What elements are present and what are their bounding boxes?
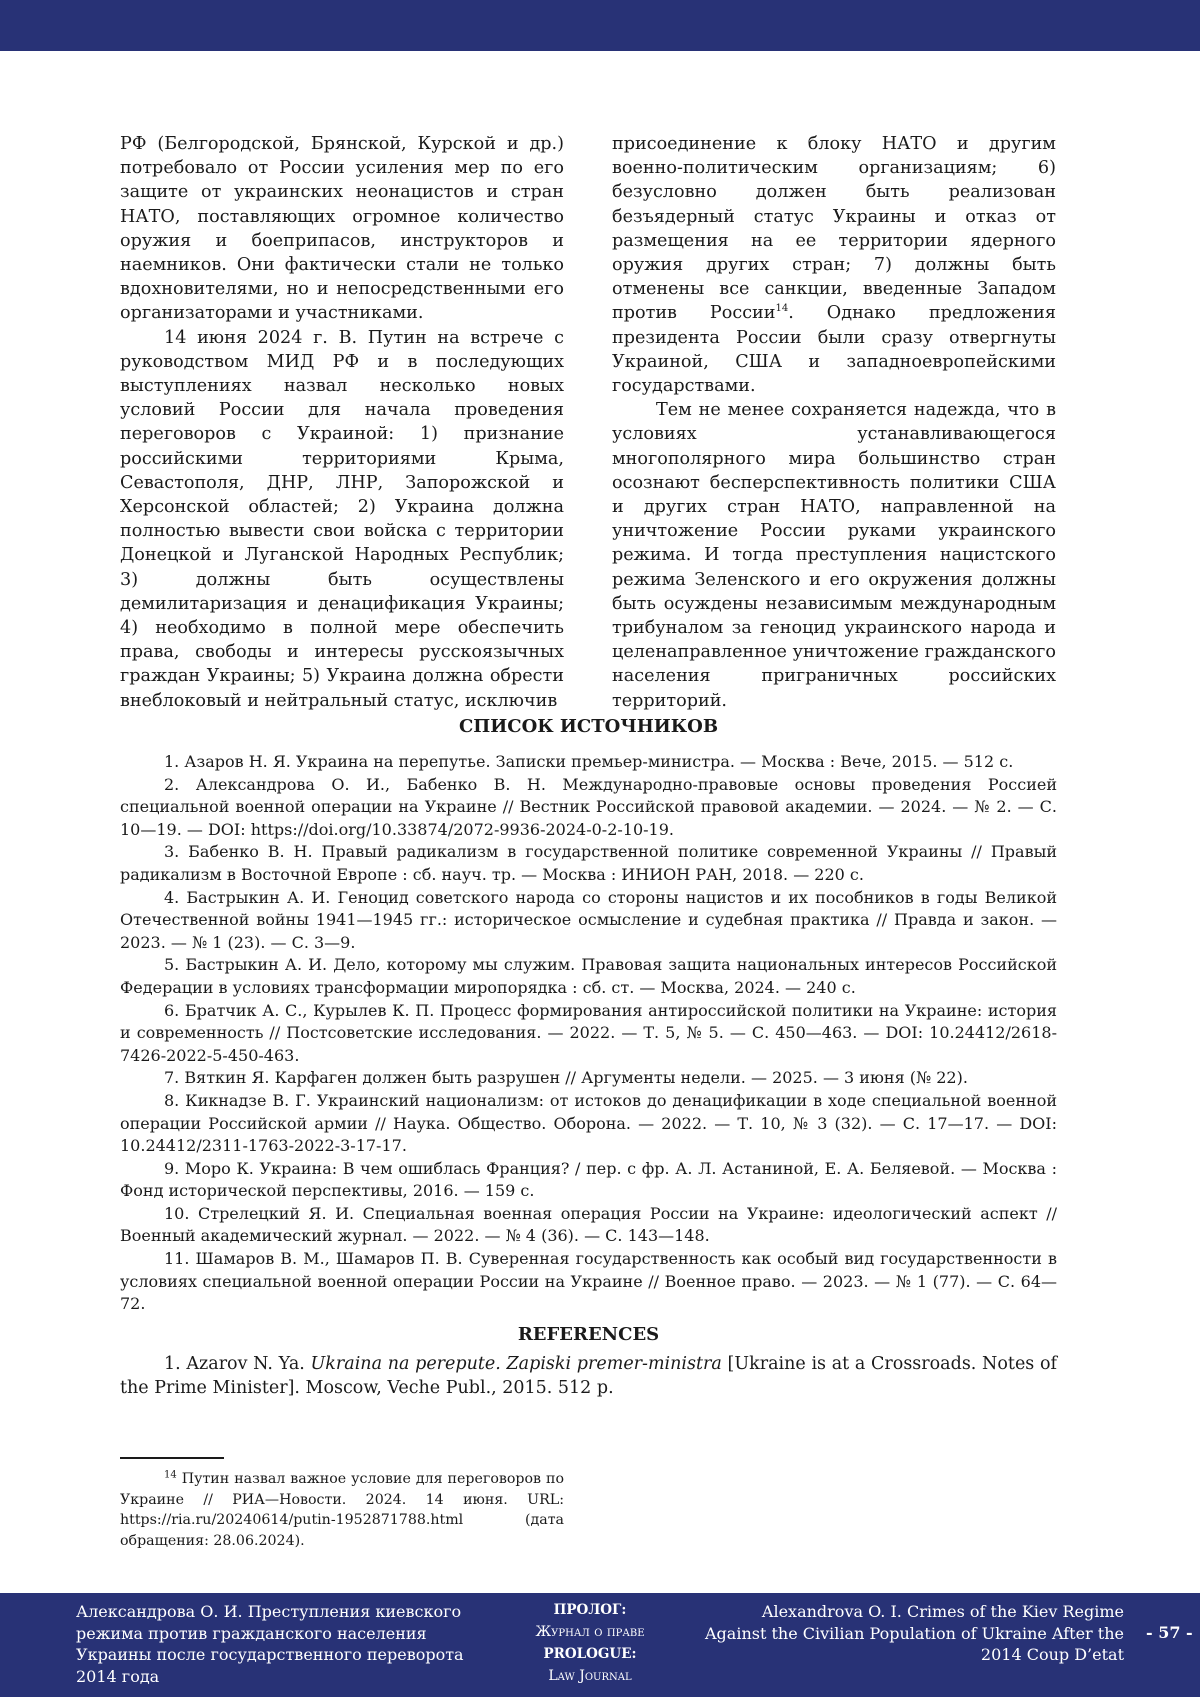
footnote-text: Путин назвал важное условие для переговоров по Украине // РИА—Новости. 2024. 14 июня. URL: https://ria.ru/20240614/putin-1952871788.html (дата обращения: 28.06.2024). — [120, 1471, 564, 1549]
footnote — [120, 1469, 564, 1551]
body-paragraph: РФ (Белгородской, Брянской, Курской и др.) потребовало от России усиления мер по его защите от украинских неонацистов и стран НАТО, поставляющих огромное количество оружия и боеприпасов, инструкторов и наемников. Они фактически стали не только вдохновителями, но и непосредственными его организаторами и участниками. — [120, 134, 564, 324]
footnote-number: 14 — [164, 1469, 177, 1481]
body-paragraph — [612, 132, 1056, 398]
source-item: 8. Кикнадзе В. Г. Украинский национализм: от истоков до денацификации в ходе специальной военной операции Российской армии // Наука. Общество. Оборона. — 2022. — Т. 10, № 3 (32). — С. 17—17. — DOI: 10.24412/2311-1763-2022-3-17-17. — [120, 1090, 1057, 1156]
reference-text: 1. Azarov N. Ya. — [164, 1354, 311, 1374]
body-column-right — [612, 132, 1056, 713]
reference-title: Ukraina na perepute. Zapiski premer-ministra — [310, 1354, 722, 1374]
page-number: - 57 - — [1146, 1623, 1193, 1642]
footer-band — [0, 1593, 1200, 1697]
reference-item — [120, 1353, 1057, 1400]
sources-heading: СПИСОК ИСТОЧНИКОВ — [458, 716, 719, 737]
reference-text: [Ukraine is at a Crossroads. Notes of the Prime Minister]. Moscow, Veche Publ., 2015. 512 p. — [120, 1354, 1057, 1398]
source-item: 3. Бабенко В. Н. Правый радикализм в государственной политике современной Украины // Правый радикализм в Восточной Европе : сб. науч. тр. — Москва : ИНИОН РАН, 2018. — 220 с. — [120, 842, 1057, 884]
body-text: . Однако предложения президента России были сразу отвергнуты Украиной, США и западноевропейскими государствами. — [612, 303, 1056, 397]
body-column-left — [120, 132, 564, 713]
source-item: 5. Бастрыкин А. И. Дело, которому мы служим. Правовая защита национальных интересов Российской Федерации в условиях трансформации миропорядка : сб. ст. — Москва, 2024. — 240 с. — [120, 955, 1057, 997]
source-item: 6. Братчик А. С., Курылев К. П. Процесс формирования антироссийской политики на Украине: история и современность // Постсоветские исследования. — 2022. — Т. 5, № 5. — С. 450—463. — DOI: 10.24412/2618-7426-2022-5-450-463. — [120, 1000, 1057, 1065]
source-item: 11. Шамаров В. М., Шамаров П. В. Суверенная государственность как особый вид государственности в условиях специальной военной операции России на Украине // Военное право. — 2023. — № 1 (77). — С. 64—72. — [120, 1249, 1057, 1314]
journal-title-en: PROLOGUE: — [543, 1646, 637, 1662]
source-item: 4. Бастрыкин А. И. Геноцид советского народа со стороны нацистов и их пособников в годы Великой Отечественной войны 1941—1945 гг.: историческое осмысление и судебная практика // Правда и закон. — 2023. — № 1 (23). — С. 3—9. — [120, 887, 1057, 952]
references-list — [120, 1353, 1057, 1400]
references-heading: REFERENCES — [517, 1324, 660, 1345]
source-item: 2. Александрова О. И., Бабенко В. Н. Международно-правовые основы проведения Россией специальной военной операции на Украине // Вестник Российской правовой академии. — 2024. — № 2. — С. 10—19. — DOI: https://doi.org/10.33874/2072-9936-2024-0-2-10-19. — [120, 774, 1057, 839]
footnote-divider — [120, 1457, 224, 1459]
journal-subtitle-ru: Журнал о праве — [535, 1624, 645, 1640]
body-text: присоединение к блоку НАТО и другим военно-политическим организациям; 6) безусловно должен быть реализован безъядерный статус Украины и отказ от размещения на ее территории ядерного оружия других стран; 7) должны быть отменены все санкции, введенные Западом против России — [612, 134, 1056, 324]
source-item: 10. Стрелецкий Я. И. Специальная военная операция России на Украине: идеологический аспект // Военный академический журнал. — 2022. — № 4 (36). — С. 143—148. — [120, 1203, 1057, 1246]
header-band — [0, 0, 1200, 51]
sources-list — [120, 751, 1057, 1316]
source-item: 7. Вяткин Я. Карфаген должен быть разрушен // Аргументы недели. — 2025. — 3 июня (№ 22). — [164, 1068, 968, 1088]
footnote-marker[interactable]: 14 — [775, 303, 789, 315]
source-item: 1. Азаров Н. Я. Украина на перепутье. Записки премьер-министра. — Москва : Вече, 2015. — 512 с. — [164, 752, 1014, 771]
body-paragraph: 14 июня 2024 г. В. Путин на встрече с руководством МИД РФ и в последующих выступлениях назвал несколько новых условий России для начала проведения переговоров с Украиной: 1) признание российскими территориями Крыма, Севастополя, ДНР, ЛНР, Запорожской и Херсонской областей; 2) Украина должна полностью вывести свои войска с территории Донецкой и Луганской Народных Республик; 3) должны быть осуществлены демилитаризация и денацификация Украины; 4) необходимо в полной мере обеспечить права, свободы и интересы русскоязычных граждан Украины; 5) Украина должна обрести внеблоковый и нейтральный статус, исключив — [120, 327, 564, 711]
footer-citation-ru: Александрова О. И. Преступления киевского режима против гражданского населения Украины после государственного переворота 2014 года — [76, 1602, 464, 1686]
body-paragraph: Тем не менее сохраняется надежда, что в условиях устанавливающегося многополярного мира большинство стран осознают бесперспективность политики США и других стран НАТО, направленной на уничтожение России руками украинского режима. И тогда преступления нацистского режима Зеленского и его окружения должны быть осуждены независимым международным трибуналом за геноцид украинского народа и целенаправленное уничтожение гражданского населения приграничных российских территорий. — [612, 400, 1056, 711]
source-item: 9. Моро К. Украина: В чем ошиблась Франция? / пер. с фр. А. Л. Астаниной, Е. А. Беляевой. — Москва : Фонд исторической перспективы, 2016. — 159 с. — [120, 1158, 1057, 1201]
journal-title — [490, 1599, 690, 1687]
journal-subtitle-en: Law Journal — [548, 1668, 632, 1684]
footer-citation-en: Alexandrova O. I. Crimes of the Kiev Regime Against the Civilian Population of Ukraine After the 2014 Coup D’etat — [705, 1602, 1124, 1664]
journal-title-ru: ПРОЛОГ: — [553, 1602, 627, 1618]
